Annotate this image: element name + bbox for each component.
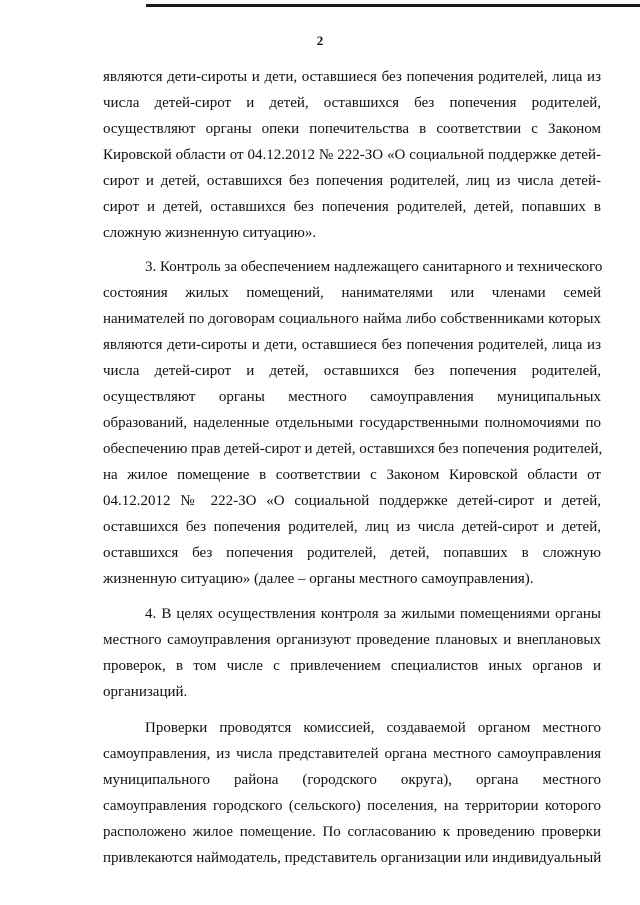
text-line: числа детей-сирот и детей, оставшихся без попечения родителей,	[103, 95, 601, 111]
text-line: оставшихся без попечения родителей, детей, попавших в сложную	[103, 545, 601, 561]
text-line: местного самоуправления организуют проведение плановых и внеплановых	[103, 632, 601, 648]
page-number: 2	[316, 33, 324, 48]
text-line: являются дети-сироты и дети, оставшиеся без попечения родителей, лица из	[103, 337, 601, 353]
text-line: числа детей-сирот и детей, оставшихся без попечения родителей,	[103, 363, 601, 379]
text-line: 04.12.2012 № 222-ЗО «О социальной поддержке детей-сирот и детей,	[103, 493, 601, 509]
text-line: сирот и детей, оставшихся без попечения родителей, детей, попавших в	[103, 199, 601, 215]
text-line: расположено жилое помещение. По согласованию к проведению проверки	[103, 824, 601, 840]
text-line: на жилое помещение в соответствии с Законом Кировской области от	[103, 467, 601, 483]
text-line: образований, наделенные отдельными государственными полномочиями по	[103, 415, 601, 431]
text-line: Кировской области от 04.12.2012 № 222-ЗО «О социальной поддержке детей-	[103, 147, 601, 163]
text-line: сирот и детей, оставшихся без попечения родителей, лиц из числа детей-	[103, 173, 601, 189]
text-line: 4. В целях осуществления контроля за жилыми помещениями органы	[145, 606, 601, 622]
text-line: являются дети-сироты и дети, оставшиеся без попечения родителей, лица из	[103, 69, 601, 85]
text-line: самоуправления, из числа представителей органа местного самоуправления	[103, 746, 601, 762]
text-line: самоуправления городского (сельского) поселения, на территории которого	[103, 798, 601, 814]
text-line: осуществляют органы местного самоуправления муниципальных	[103, 389, 601, 405]
text-line: нанимателей по договорам социального найма либо собственниками которых	[103, 311, 601, 327]
text-line: сложную жизненную ситуацию».	[103, 225, 317, 241]
text-line: 3. Контроль за обеспечением надлежащего санитарного и технического	[145, 259, 603, 275]
text-line: осуществляют органы опеки попечительства в соответствии с Законом	[103, 121, 601, 137]
text-line: муниципального района (городского округа), органа местного	[103, 772, 601, 788]
text-line: организаций.	[103, 684, 188, 700]
paragraph-item-4	[103, 601, 601, 705]
top-border-line	[146, 4, 640, 7]
text-line: обеспечению прав детей-сирот и детей, оставшихся без попечения родителей,	[103, 441, 603, 457]
text-line: привлекаются наймодатель, представитель организации или индивидуальный	[103, 850, 602, 866]
text-line: оставшихся без попечения родителей, лиц из числа детей-сирот и детей,	[103, 519, 601, 535]
text-line: состояния жилых помещений, нанимателями или членами семей	[103, 285, 601, 301]
text-line: проверок, в том числе с привлечением специалистов иных органов и	[103, 658, 601, 674]
text-line: жизненную ситуацию» (далее – органы местного самоуправления).	[103, 571, 534, 587]
text-line: Проверки проводятся комиссией, создаваемой органом местного	[145, 720, 601, 736]
paragraph-checks	[103, 715, 601, 871]
paragraph-continuation	[103, 64, 601, 246]
paragraph-item-3	[103, 254, 601, 592]
document-body	[103, 64, 601, 871]
